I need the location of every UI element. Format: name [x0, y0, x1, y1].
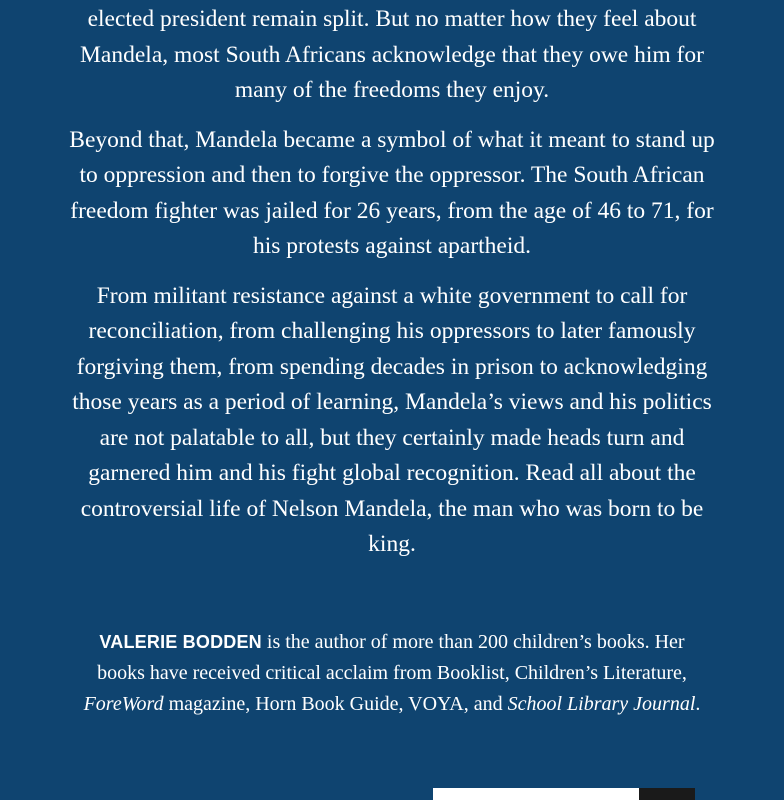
barcode-box-dark [639, 788, 695, 800]
blurb-paragraph-1: elected president remain split. But no matter how they feel about Mandela, most South Africans acknowledge that they owe him for many of the freedoms they enjoy. [80, 6, 704, 103]
blurb-paragraph-2: Beyond that, Mandela became a symbol of what it meant to stand up to oppression and then to forgive the oppressor. The South African freedom fighter was jailed for 26 years, from the age of 46 to 71, for his protests against apartheid. [69, 126, 715, 259]
cover-blurb [62, 2, 722, 577]
author-name: VALERIE BODDEN [99, 632, 262, 652]
magazine-title: ForeWord [83, 693, 164, 715]
blurb-paragraph-3: From militant resistance against a white government to call for reconciliation, from challenging his oppressors to later famously forgiving them, from spending decades in prison to acknowledging those years as a period of learning, Mandela’s views and his politics are not palatable to all, but they certainly made heads turn and garnered him and his fight global recognition. Read all about the controversial life of Nelson Mandela, the man who was born to be king. [72, 282, 712, 557]
journal-title: School Library Journal [507, 693, 696, 715]
author-bio-text-1: is the author of more than 200 children’s books. Her books have received critical acclaim from Booklist, Children’s Literature, [97, 631, 687, 684]
author-bio [82, 627, 702, 720]
barcode-box [433, 788, 639, 800]
author-bio-text-2: magazine, Horn Book Guide, VOYA, and [163, 693, 508, 715]
author-bio-text-3: . [695, 693, 701, 715]
